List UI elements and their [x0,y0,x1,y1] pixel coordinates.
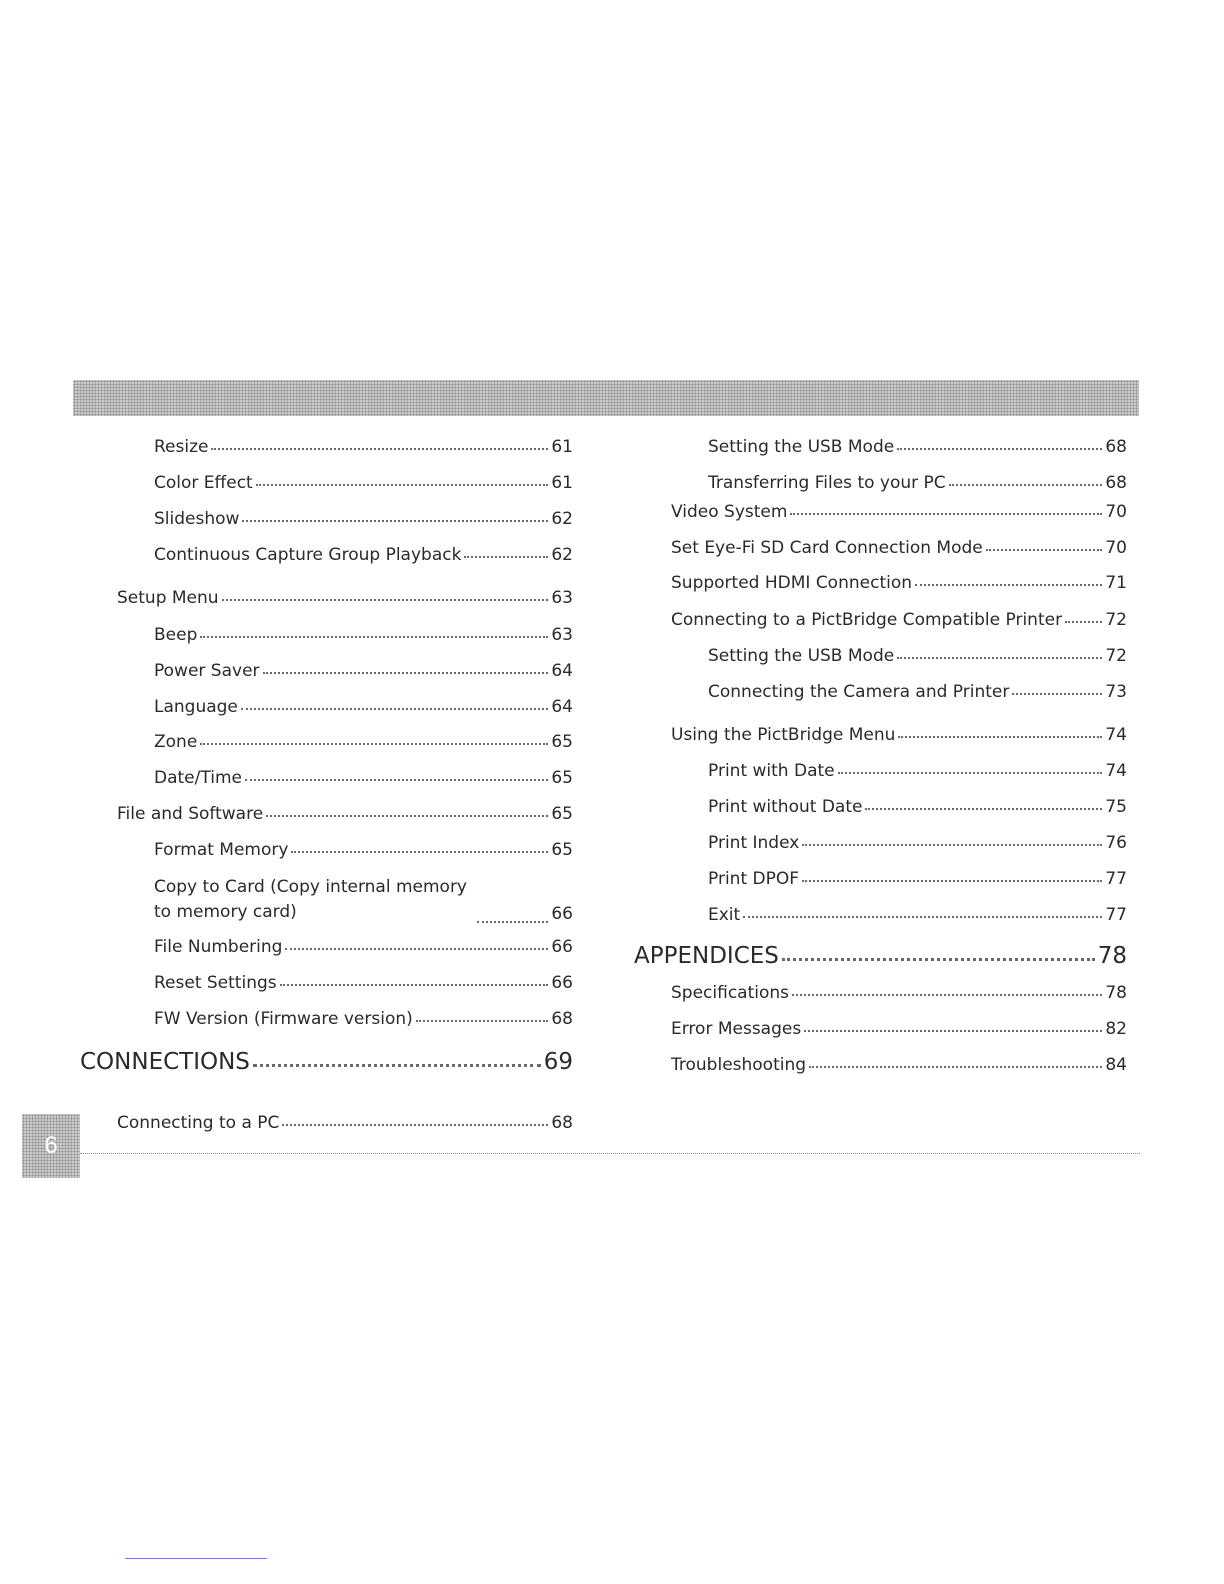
toc-entry[interactable]: Print Index 76 [708,833,1127,853]
toc-entry[interactable]: Format Memory 65 [154,840,573,860]
toc-entry[interactable]: Specifications 78 [671,983,1127,1003]
toc-entry[interactable]: Continuous Capture Group Playback 62 [154,545,573,565]
toc-entry[interactable]: Connecting to a PC 68 [117,1113,573,1133]
toc-entry[interactable]: Connecting the Camera and Printer 73 [708,682,1127,702]
toc-entry[interactable]: Date/Time 65 [154,768,573,788]
toc-entry[interactable]: FW Version (Firmware version) 68 [154,1009,573,1029]
toc-entry[interactable]: Color Effect 61 [154,473,573,493]
page-number: 6 [44,1132,58,1159]
toc-entry[interactable]: Transferring Files to your PC 68 [708,473,1127,493]
toc-entry[interactable]: Zone 65 [154,732,573,752]
toc-entry[interactable]: Exit 77 [708,905,1127,925]
toc-entry[interactable]: Reset Settings 66 [154,973,573,993]
header-bar [73,380,1139,416]
toc-entry[interactable]: Print without Date 75 [708,797,1127,817]
toc-entry[interactable]: Setting the USB Mode 72 [708,646,1127,666]
toc-entry[interactable]: Power Saver 64 [154,661,573,681]
toc-entry[interactable]: Error Messages 82 [671,1019,1127,1039]
toc-entry[interactable]: Print DPOF 77 [708,869,1127,889]
toc-entry[interactable]: Video System 70 [671,502,1127,522]
toc-entry[interactable]: Setting the USB Mode 68 [708,437,1127,457]
toc-entry[interactable]: Print with Date 74 [708,761,1127,781]
toc-section[interactable]: CONNECTIONS 69 [80,1049,573,1075]
toc-entry[interactable]: Beep 63 [154,625,573,645]
page-number-tab [22,1114,80,1178]
toc-entry[interactable]: Copy to Card (Copy internal memory to memory card) 66 [154,877,573,924]
toc-entry[interactable]: File Numbering 66 [154,937,573,957]
toc-entry[interactable]: Language 64 [154,697,573,717]
toc-entry[interactable]: Connecting to a PictBridge Compatible Printer 72 [671,610,1127,630]
toc-entry[interactable]: Troubleshooting 84 [671,1055,1127,1075]
toc-entry[interactable]: Resize 61 [154,437,573,457]
toc-section[interactable]: APPENDICES 78 [634,943,1127,969]
toc-entry[interactable]: Using the PictBridge Menu 74 [671,725,1127,745]
toc-entry[interactable]: Supported HDMI Connection 71 [671,573,1127,593]
toc-entry[interactable]: Set Eye-Fi SD Card Connection Mode 70 [671,538,1127,558]
toc-entry[interactable]: Slideshow 62 [154,509,573,529]
toc-entry[interactable]: File and Software 65 [117,804,573,824]
bottom-line [125,1558,267,1559]
toc-entry[interactable]: Setup Menu 63 [117,588,573,608]
footer-rule [80,1153,1140,1154]
